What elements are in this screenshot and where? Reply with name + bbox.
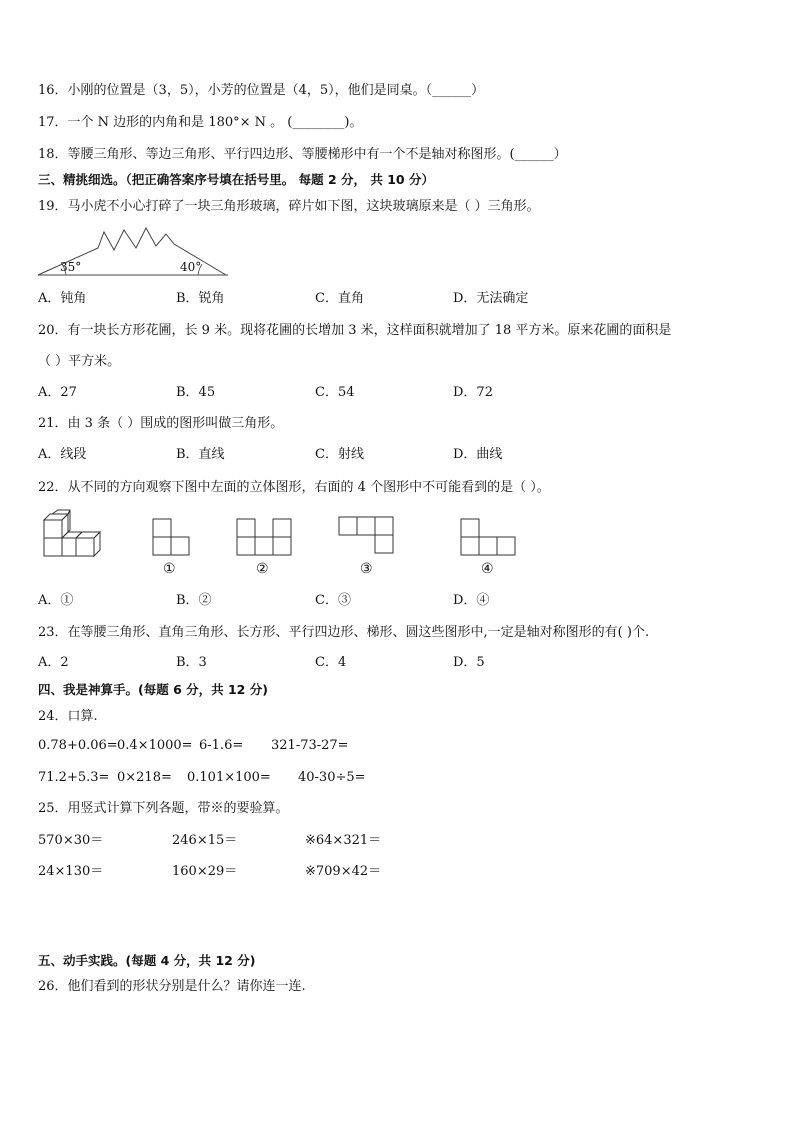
q25-r1-c1: 570×30＝ bbox=[38, 833, 104, 848]
section-4-heading: 四、我是神算手。(每题 6 分，共 12 分) bbox=[38, 682, 268, 697]
view-option-4 bbox=[460, 518, 518, 556]
q19-option-d[interactable]: D．无法确定 bbox=[453, 291, 529, 306]
angle-40-label: 40° bbox=[180, 260, 202, 274]
q19-option-a[interactable]: A．钝角 bbox=[38, 291, 87, 306]
q25-r1-c3: ※64×321＝ bbox=[305, 833, 382, 848]
angle-35-label: 35° bbox=[60, 260, 82, 274]
q20-option-b[interactable]: B．45 bbox=[176, 385, 216, 400]
q24-r2-c3: 0.101×100= bbox=[187, 770, 271, 785]
q23-option-a[interactable]: A．2 bbox=[38, 655, 69, 670]
q25-r2-c3: ※709×42＝ bbox=[305, 864, 382, 879]
q19-option-c[interactable]: C．直角 bbox=[315, 291, 364, 306]
section-3-heading: 三、精挑细选。（把正确答案序号填在括号里。 每题 2 分， 共 10 分） bbox=[38, 172, 434, 187]
cube-solid-figure bbox=[40, 508, 106, 560]
question-17: 17．一个 N 边形的内角和是 180°× N 。 (________)。 bbox=[38, 115, 363, 130]
view-option-3 bbox=[338, 516, 396, 554]
q22-option-a[interactable]: A．① bbox=[38, 593, 74, 608]
question-26: 26．他们看到的形状分别是什么？请你连一连. bbox=[38, 979, 306, 994]
q20-option-d[interactable]: D．72 bbox=[453, 385, 493, 400]
q22-option-d[interactable]: D．④ bbox=[453, 593, 490, 608]
view-option-1 bbox=[152, 518, 192, 556]
view-label-1: ① bbox=[163, 561, 176, 577]
question-19: 19．马小虎不小心打碎了一块三角形玻璃，碎片如下图，这块玻璃原来是（ ）三角形。 bbox=[38, 199, 540, 214]
q21-option-a[interactable]: A．线段 bbox=[38, 447, 87, 462]
question-20-cont: （ ）平方米。 bbox=[38, 354, 121, 369]
view-option-2 bbox=[236, 518, 294, 556]
q24-r1-c1: 0.78+0.06= bbox=[38, 738, 118, 753]
q24-r1-c4: 321-73-27= bbox=[271, 738, 349, 753]
q24-r2-c2: 0×218= bbox=[117, 770, 172, 785]
q23-option-b[interactable]: B．3 bbox=[176, 655, 207, 670]
q22-option-b[interactable]: B．② bbox=[176, 593, 212, 608]
q25-r2-c1: 24×130＝ bbox=[38, 864, 104, 879]
q23-option-d[interactable]: D．5 bbox=[453, 655, 485, 670]
question-16: 16．小刚的位置是（3，5），小芳的位置是（4，5），他们是同桌。（______） bbox=[38, 83, 485, 98]
q23-option-c[interactable]: C．4 bbox=[315, 655, 347, 670]
broken-glass-figure bbox=[36, 226, 230, 278]
q21-option-b[interactable]: B．直线 bbox=[176, 447, 225, 462]
question-22: 22．从不同的方向观察下图中左面的立体图形，右面的 4 个图形中不可能看到的是（ ）。 bbox=[38, 480, 550, 495]
question-24: 24．口算. bbox=[38, 709, 98, 724]
q21-option-d[interactable]: D．曲线 bbox=[453, 447, 503, 462]
view-label-4: ④ bbox=[481, 561, 494, 577]
question-21: 21．由 3 条（ ）围成的图形叫做三角形。 bbox=[38, 416, 284, 431]
q24-r1-c2: 0.4×1000= bbox=[117, 738, 193, 753]
q24-r2-c1: 71.2+5.3= bbox=[38, 770, 110, 785]
q24-r1-c3: 6-1.6= bbox=[199, 738, 244, 753]
q19-option-b[interactable]: B．锐角 bbox=[176, 291, 225, 306]
view-label-3: ③ bbox=[360, 561, 373, 577]
question-25: 25．用竖式计算下列各题，带※的要验算。 bbox=[38, 801, 289, 816]
q25-r1-c2: 246×15＝ bbox=[172, 833, 238, 848]
q20-option-c[interactable]: C．54 bbox=[315, 385, 355, 400]
section-5-heading: 五、动手实践。(每题 4 分，共 12 分) bbox=[38, 953, 256, 968]
question-20: 20．有一块长方形花圃，长 9 米。现将花圃的长增加 3 米，这样面积就增加了 18 平方米。原来花圃的面积是 bbox=[38, 323, 672, 338]
q24-r2-c4: 40-30÷5= bbox=[298, 770, 366, 785]
question-18: 18．等腰三角形、等边三角形、平行四边形、等腰梯形中有一个不是轴对称图形。(______） bbox=[38, 147, 567, 162]
view-label-2: ② bbox=[256, 561, 269, 577]
q20-option-a[interactable]: A．27 bbox=[38, 385, 77, 400]
q22-option-c[interactable]: C．③ bbox=[315, 593, 351, 608]
q25-r2-c2: 160×29＝ bbox=[172, 864, 238, 879]
q21-option-c[interactable]: C．射线 bbox=[315, 447, 364, 462]
question-23: 23．在等腰三角形、直角三角形、长方形、平行四边形、梯形、圆这些图形中,一定是轴对称图形的有( )个. bbox=[38, 625, 650, 640]
